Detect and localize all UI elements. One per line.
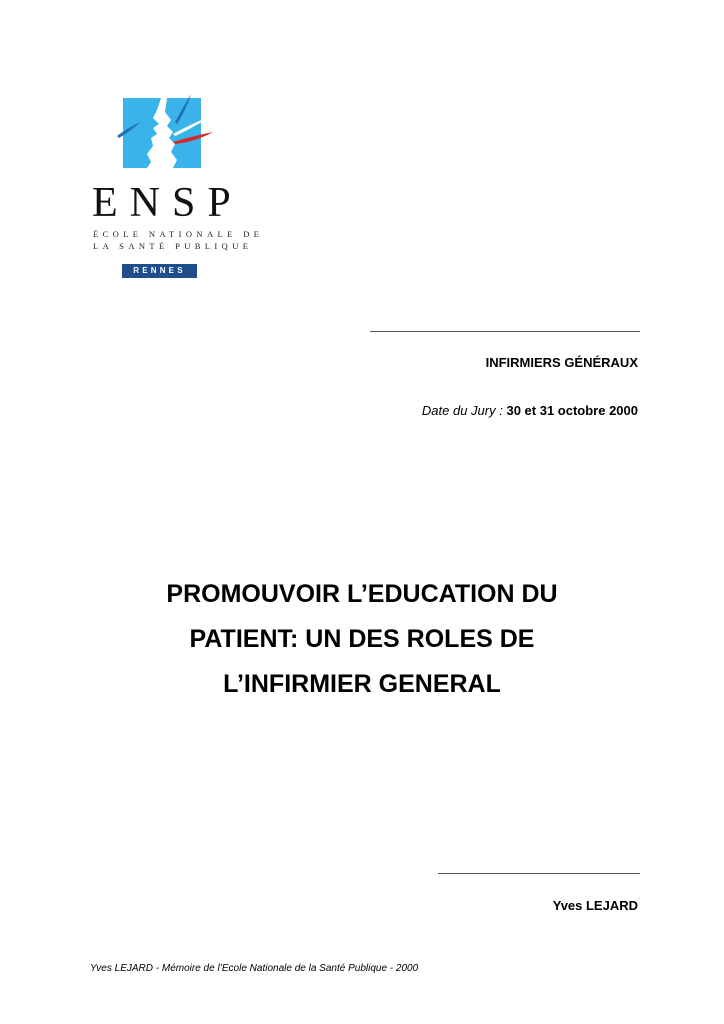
top-divider xyxy=(370,331,640,332)
jury-date xyxy=(422,403,638,418)
title-line-2: PATIENT: UN DES ROLES DE xyxy=(189,625,535,653)
logo-school-name-line-2: LA SANTÉ PUBLIQUE xyxy=(93,241,253,251)
title-line-1: PROMOUVOIR L’EDUCATION DU xyxy=(166,580,558,608)
logo-wordmark: ENSP xyxy=(92,180,243,226)
title-line-3: L’INFIRMIER GENERAL xyxy=(223,670,501,698)
author-name: Yves LEJARD xyxy=(552,898,638,913)
document-title xyxy=(0,572,724,707)
logo-school-name-line-1: ÉCOLE NATIONALE DE xyxy=(93,229,264,239)
ensp-logo-icon xyxy=(113,92,213,176)
author-divider xyxy=(438,873,640,874)
section-title: INFIRMIERS GÉNÉRAUX xyxy=(485,355,638,370)
logo-city-badge: RENNES xyxy=(122,264,197,278)
jury-date-label: Date du Jury : xyxy=(421,403,503,418)
jury-date-value: 30 et 31 octobre 2000 xyxy=(506,403,638,418)
page-footer: Yves LEJARD - Mémoire de l’Ecole Nationale de la Santé Publique - 2000 xyxy=(90,963,419,974)
